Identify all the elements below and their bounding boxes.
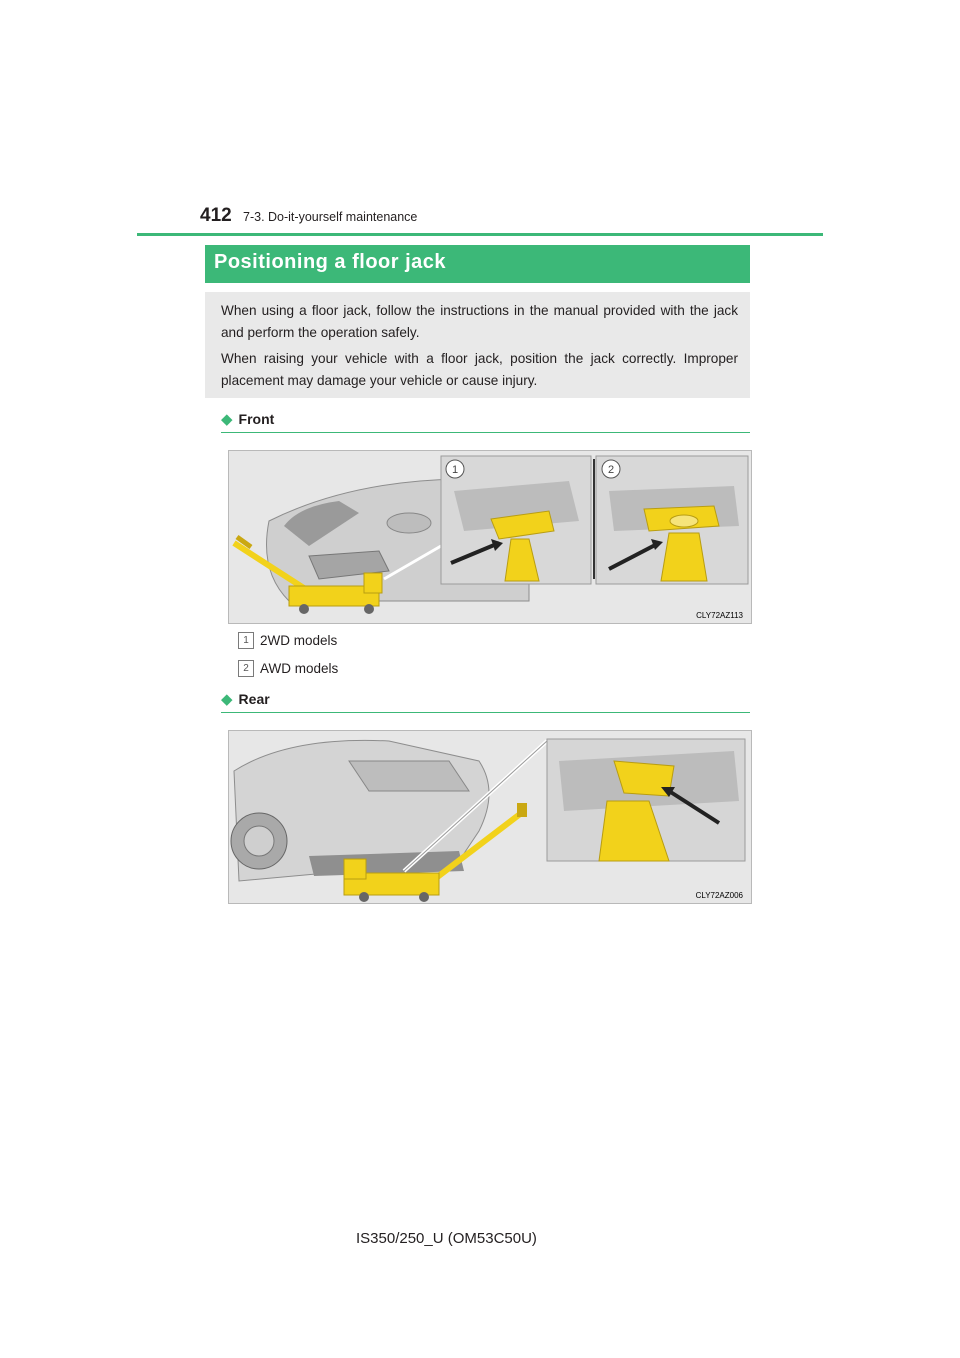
page-title: Positioning a floor jack bbox=[214, 251, 447, 273]
rear-figure-code: CLY72AZ006 bbox=[695, 891, 743, 900]
front-callout-2: 2 bbox=[607, 464, 615, 476]
note-awd-models: AWD models bbox=[260, 661, 339, 676]
diamond-bullet-icon: ◆ bbox=[221, 411, 233, 428]
front-heading-label: Front bbox=[238, 411, 275, 427]
note-2wd-models: 2WD models bbox=[260, 633, 338, 648]
section-label: 7-3. Do-it-yourself maintenance bbox=[243, 210, 418, 224]
intro-paragraph-2: When raising your vehicle with a floor jack, position the jack correctly. Improper placement may damage your vehicle or cause injury. bbox=[221, 351, 738, 388]
note-number-2: 2 bbox=[238, 660, 254, 677]
rear-jack-drawing bbox=[229, 731, 751, 903]
diamond-bullet-icon: ◆ bbox=[221, 691, 233, 708]
front-heading-rule bbox=[221, 432, 750, 433]
front-callout-1: 1 bbox=[451, 464, 459, 476]
front-heading bbox=[221, 410, 274, 428]
page-number: 412 bbox=[200, 205, 232, 226]
rear-heading-label: Rear bbox=[238, 691, 270, 707]
front-jack-drawing bbox=[229, 451, 751, 623]
header-rule bbox=[137, 233, 823, 236]
rear-jack-illustration bbox=[228, 730, 752, 904]
rear-heading bbox=[221, 690, 270, 708]
footer-model-code: IS350/250_U (OM53C50U) bbox=[356, 1230, 537, 1247]
intro-paragraph-1: When using a floor jack, follow the instructions in the manual provided with the jack and perform the operation safely. bbox=[221, 303, 738, 340]
note-number-1: 1 bbox=[238, 632, 254, 649]
rear-heading-rule bbox=[221, 712, 750, 713]
front-jack-illustration bbox=[228, 450, 752, 624]
front-figure-code: CLY72AZ113 bbox=[696, 611, 743, 620]
